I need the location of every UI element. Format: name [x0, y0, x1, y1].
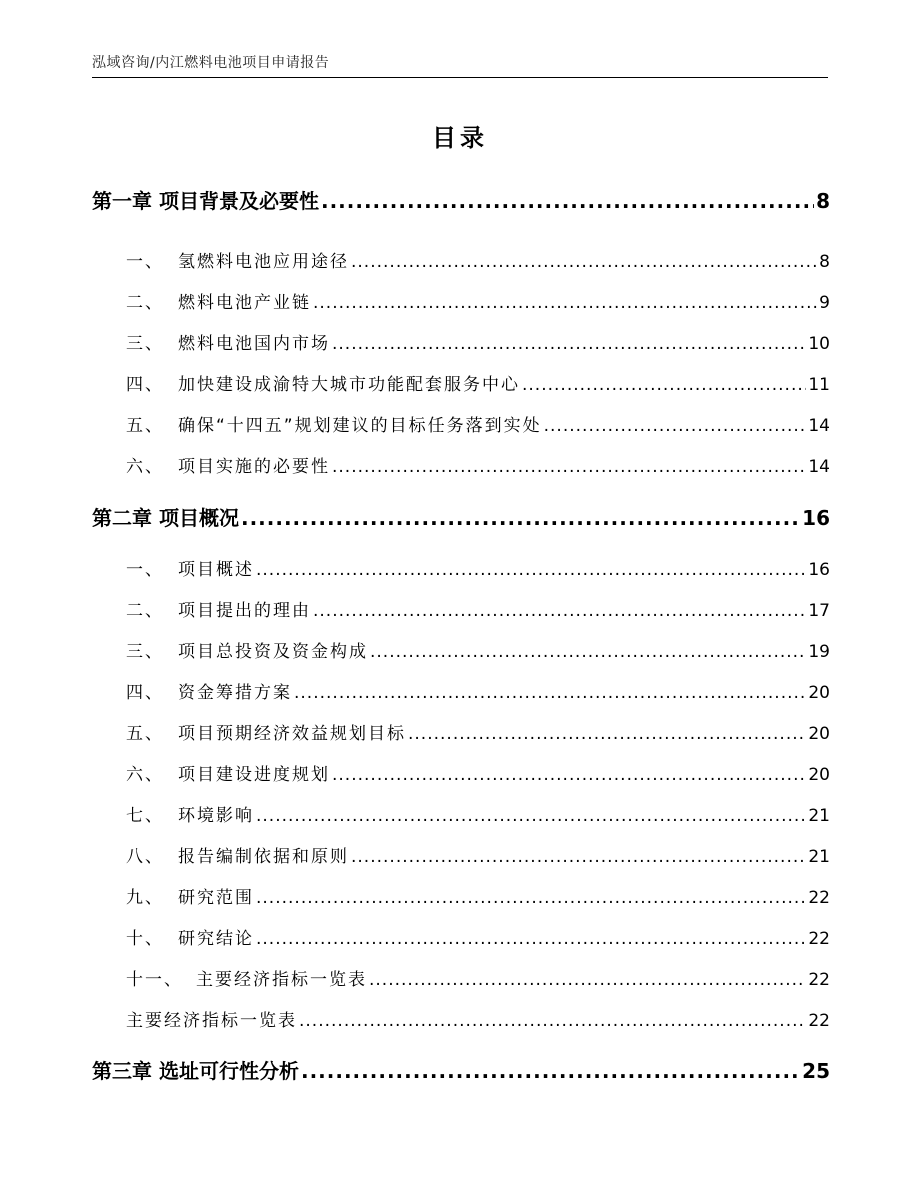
section-number: 五、: [126, 724, 164, 744]
dot-leader: [294, 683, 806, 703]
page-number: 21: [808, 847, 830, 867]
section-title: 主要经济指标一览表: [126, 1011, 297, 1031]
section-title: 项目实施的必要性: [178, 457, 330, 477]
section-number: 三、: [126, 642, 164, 662]
toc-section[interactable]: [92, 883, 830, 908]
section-number: 一、: [126, 560, 164, 580]
page-number: 16: [802, 506, 830, 530]
chapter-title: 项目概况: [158, 506, 239, 530]
chapter-title: 选址可行性分析: [158, 1059, 299, 1083]
section-title: 项目提出的理由: [178, 601, 311, 621]
section-title: 主要经济指标一览表: [196, 970, 367, 990]
dot-leader: [408, 724, 806, 744]
dot-leader: [241, 506, 800, 530]
dot-leader: [351, 847, 806, 867]
toc-chapter-3[interactable]: [92, 1055, 830, 1084]
page-number: 9: [819, 293, 830, 313]
toc-section[interactable]: [92, 247, 830, 272]
section-title: 资金筹措方案: [178, 683, 292, 703]
section-number: 六、: [126, 765, 164, 785]
dot-leader: [256, 560, 806, 580]
page-number: 22: [808, 929, 830, 949]
section-number: 二、: [126, 293, 164, 313]
section-title: 研究结论: [178, 929, 254, 949]
toc-section[interactable]: [92, 411, 830, 436]
dot-leader: [301, 1059, 800, 1083]
page-number: 21: [808, 806, 830, 826]
page-number: 22: [808, 970, 830, 990]
page-number: 8: [816, 189, 830, 213]
header-rule: [92, 77, 828, 78]
toc-section[interactable]: [92, 678, 830, 703]
section-title: 燃料电池国内市场: [178, 334, 330, 354]
chapter-number: 第三章: [92, 1059, 152, 1083]
toc-section[interactable]: [92, 370, 830, 395]
page-number: 17: [808, 601, 830, 621]
section-number: 九、: [126, 888, 164, 908]
dot-leader: [522, 375, 806, 395]
section-number: 四、: [126, 375, 164, 395]
dot-leader: [256, 888, 806, 908]
toc-section[interactable]: [92, 452, 830, 477]
section-title: 环境影响: [178, 806, 254, 826]
dot-leader: [544, 416, 807, 436]
page-number: 20: [808, 683, 830, 703]
section-title: 报告编制依据和原则: [178, 847, 349, 867]
section-title: 项目总投资及资金构成: [178, 642, 368, 662]
section-number: 七、: [126, 806, 164, 826]
dot-leader: [332, 334, 806, 354]
page-number: 25: [802, 1059, 830, 1083]
section-number: 八、: [126, 847, 164, 867]
section-number: 四、: [126, 683, 164, 703]
section-title: 加快建设成渝特大城市功能配套服务中心: [178, 375, 520, 395]
page-number: 8: [819, 252, 830, 272]
section-title: 燃料电池产业链: [178, 293, 311, 313]
section-title: 研究范围: [178, 888, 254, 908]
dot-leader: [313, 293, 817, 313]
toc-section[interactable]: [92, 760, 830, 785]
section-title: 项目概述: [178, 560, 254, 580]
section-title: 项目建设进度规划: [178, 765, 330, 785]
page-number: 20: [808, 765, 830, 785]
page-number: 14: [808, 416, 830, 436]
section-number: 一、: [126, 252, 164, 272]
section-title: 确保“十四五”规划建议的目标任务落到实处: [178, 416, 542, 436]
chapter-title: 项目背景及必要性: [158, 189, 319, 213]
dot-leader: [321, 189, 814, 213]
toc-title: 目录: [432, 124, 488, 152]
section-number: 三、: [126, 334, 164, 354]
section-title: 氢燃料电池应用途径: [178, 252, 349, 272]
toc-section[interactable]: [92, 924, 830, 949]
chapter-number: 第一章: [92, 189, 152, 213]
dot-leader: [370, 642, 806, 662]
section-number: 二、: [126, 601, 164, 621]
toc-section[interactable]: [92, 801, 830, 826]
running-header: 泓域咨询/内江燃料电池项目申请报告: [92, 55, 330, 71]
toc-section[interactable]: [92, 596, 830, 621]
toc-section[interactable]: [92, 637, 830, 662]
section-number: 五、: [126, 416, 164, 436]
page-number: 11: [808, 375, 830, 395]
toc-chapter-1[interactable]: [92, 185, 830, 214]
page-number: 14: [808, 457, 830, 477]
toc-section[interactable]: [92, 1006, 830, 1031]
dot-leader: [332, 765, 806, 785]
dot-leader: [256, 929, 806, 949]
page-number: 10: [808, 334, 830, 354]
toc-chapter-2[interactable]: [92, 502, 830, 531]
dot-leader: [299, 1011, 806, 1031]
dot-leader: [351, 252, 817, 272]
section-number: 十、: [126, 929, 164, 949]
toc-section[interactable]: [92, 842, 830, 867]
section-title: 项目预期经济效益规划目标: [178, 724, 406, 744]
section-number: 十一、: [126, 970, 183, 990]
chapter-number: 第二章: [92, 506, 152, 530]
dot-leader: [256, 806, 806, 826]
toc-section[interactable]: [92, 965, 830, 990]
page-number: 20: [808, 724, 830, 744]
page-number: 19: [808, 642, 830, 662]
toc-section[interactable]: [92, 555, 830, 580]
toc-section[interactable]: [92, 329, 830, 354]
page-number: 22: [808, 888, 830, 908]
section-number: 六、: [126, 457, 164, 477]
page-number: 16: [808, 560, 830, 580]
toc-section[interactable]: [92, 719, 830, 744]
dot-leader: [313, 601, 806, 621]
dot-leader: [369, 970, 806, 990]
toc-section[interactable]: [92, 288, 830, 313]
page-number: 22: [808, 1011, 830, 1031]
dot-leader: [332, 457, 806, 477]
